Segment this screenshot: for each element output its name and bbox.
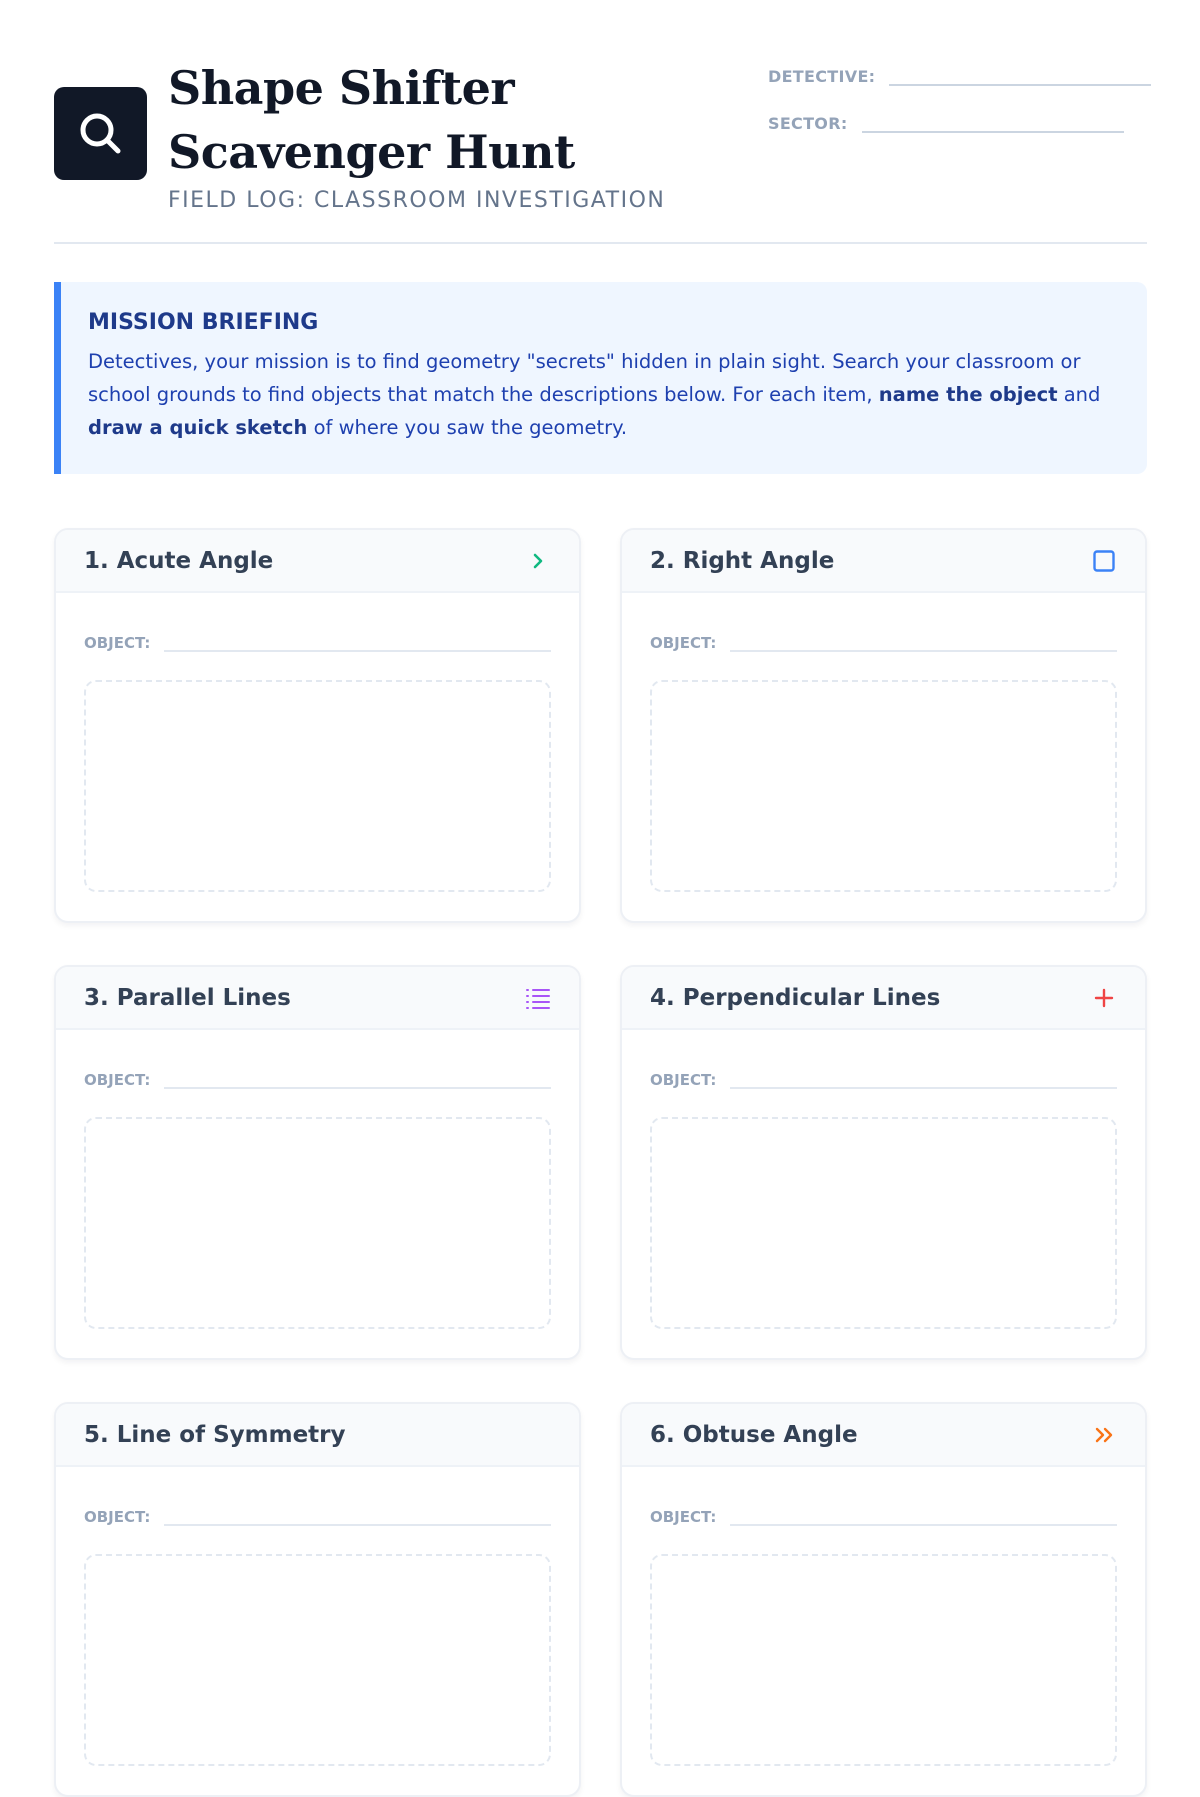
hunt-card-acute-angle	[54, 528, 581, 923]
sketch-area[interactable]	[84, 1554, 551, 1766]
object-input-line[interactable]	[730, 1502, 1117, 1526]
sector-field[interactable]	[768, 105, 1147, 133]
card-title: 4. Perpendicular Lines	[650, 984, 941, 1011]
search-icon	[76, 109, 126, 159]
page-title: Shape Shifter Scavenger Hunt	[168, 61, 575, 179]
object-field[interactable]	[650, 627, 1117, 652]
briefing-bold-part: name the object	[878, 383, 1058, 406]
object-input-line[interactable]	[164, 628, 551, 652]
sketch-area[interactable]	[84, 680, 551, 892]
page-header	[54, 0, 1147, 244]
object-field[interactable]	[84, 1501, 551, 1526]
sector-input-line[interactable]	[862, 107, 1124, 133]
detective-input-line[interactable]	[889, 60, 1151, 86]
sketch-area[interactable]	[84, 1117, 551, 1329]
object-label: OBJECT:	[84, 634, 151, 652]
mission-briefing	[54, 282, 1147, 474]
card-title: 1. Acute Angle	[84, 547, 274, 574]
card-header	[622, 530, 1145, 593]
chevron-right-icon	[525, 548, 551, 574]
page-subtitle: FIELD LOG: CLASSROOM INVESTIGATION	[168, 188, 666, 213]
briefing-bold-part: draw a quick sketch	[88, 416, 308, 439]
object-input-line[interactable]	[164, 1065, 551, 1089]
briefing-text-part: of where you saw the geometry.	[307, 416, 628, 439]
card-header	[622, 967, 1145, 1030]
object-input-line[interactable]	[730, 628, 1117, 652]
card-title: 5. Line of Symmetry	[84, 1421, 346, 1448]
briefing-text-part: Detectives, your mission is to find geometry "secrets" hidden in plain sight. Search your classroom or school grounds to find objects that match the descriptions below. For each item,	[88, 350, 1081, 406]
object-label: OBJECT:	[650, 634, 717, 652]
briefing-title: MISSION BRIEFING	[88, 310, 319, 335]
hunt-card-perpendicular-lines	[620, 965, 1147, 1360]
hunt-card-right-angle	[620, 528, 1147, 923]
sector-label: SECTOR:	[768, 114, 848, 133]
square-icon	[1091, 548, 1117, 574]
card-header	[56, 967, 579, 1030]
worksheet-page	[54, 0, 1147, 1526]
hunt-card-parallel-lines	[54, 965, 581, 1360]
object-input-line[interactable]	[730, 1065, 1117, 1089]
briefing-text	[88, 345, 1117, 444]
card-header	[56, 530, 579, 593]
object-field[interactable]	[650, 1501, 1117, 1526]
object-label: OBJECT:	[650, 1071, 717, 1089]
object-input-line[interactable]	[164, 1502, 551, 1526]
object-label: OBJECT:	[84, 1508, 151, 1526]
card-title: 2. Right Angle	[650, 547, 835, 574]
card-header	[56, 1404, 579, 1467]
title-block	[168, 56, 768, 213]
chevrons-right-icon	[1091, 1422, 1117, 1448]
student-info-fields	[768, 58, 1147, 152]
card-title: 3. Parallel Lines	[84, 984, 291, 1011]
sketch-area[interactable]	[650, 680, 1117, 892]
sketch-area[interactable]	[650, 1554, 1117, 1766]
object-field[interactable]	[84, 627, 551, 652]
object-field[interactable]	[84, 1064, 551, 1089]
list-icon	[525, 985, 551, 1011]
object-label: OBJECT:	[650, 1508, 717, 1526]
briefing-text-part: and	[1057, 383, 1101, 406]
card-header	[622, 1404, 1145, 1467]
detective-field[interactable]	[768, 58, 1147, 86]
object-field[interactable]	[650, 1064, 1117, 1089]
logo-badge	[54, 87, 147, 180]
detective-label: DETECTIVE:	[768, 67, 876, 86]
card-title: 6. Obtuse Angle	[650, 1421, 858, 1448]
object-label: OBJECT:	[84, 1071, 151, 1089]
plus-icon	[1091, 985, 1117, 1011]
sketch-area[interactable]	[650, 1117, 1117, 1329]
